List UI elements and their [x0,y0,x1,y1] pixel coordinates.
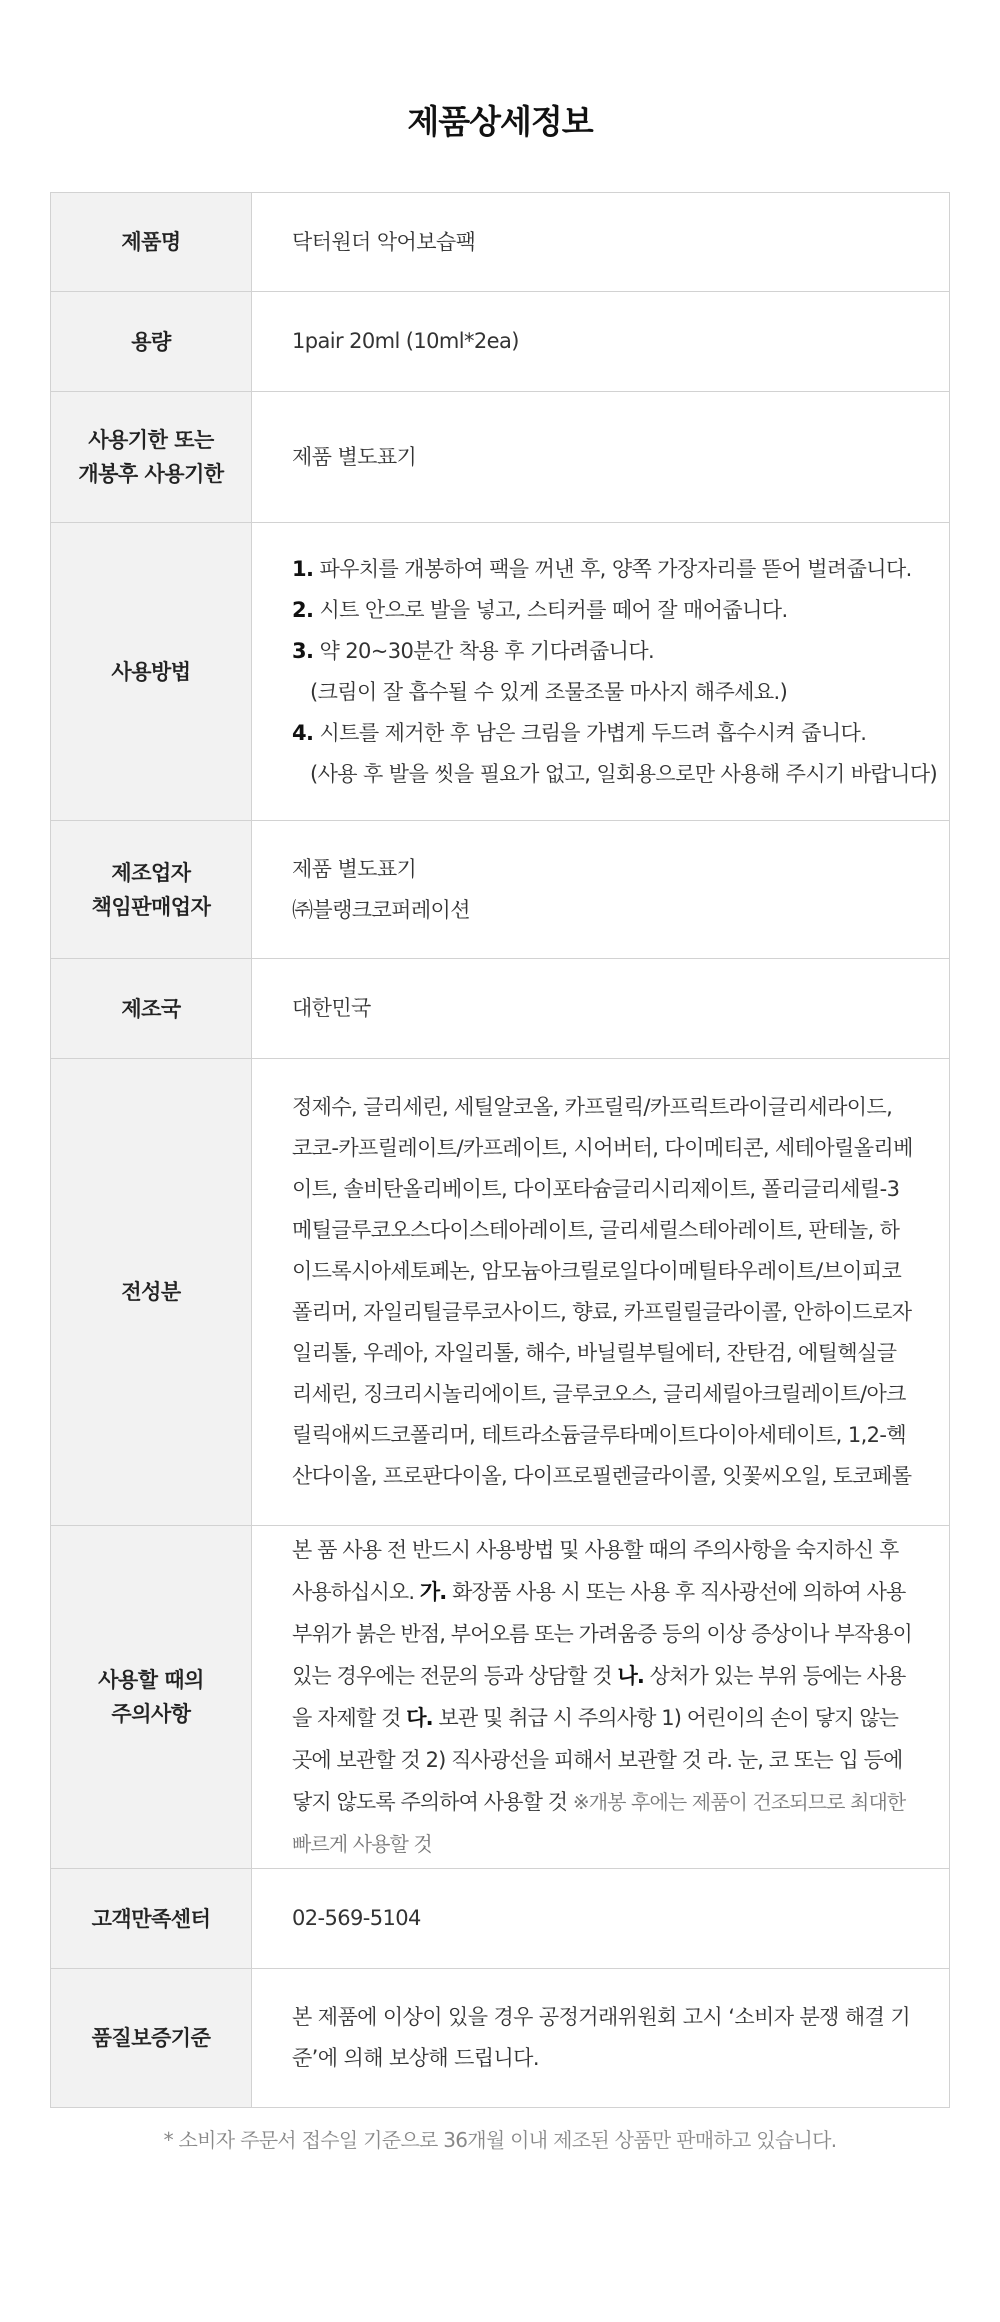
usage-step-1 [292,549,949,590]
table-row-customer-center [51,1869,950,1969]
usage-step-3-note [292,672,949,713]
value-usage [252,523,950,821]
table-row-product-name [51,193,950,292]
usage-step-3-note-text: (크림이 잘 흡수될 수 있게 조물조물 마사지 해주세요.) [310,679,788,704]
ingredients-text: 정제수, 글리세린, 세틸알코올, 카프릴릭/카프릭트라이글리세라이드, 코코-카프릴레이트/카프레이트, 시어버터, 다이메티콘, 세테아릴올리베이트, 솔비탄올리베이트, 다이포타슘글리시리제이트, 폴리글리세릴-3메틸글루코오스다이스테아레이트, 글리세릴스테아레이트, 판테놀, 하이드록시아세토페논, 암모늄아크릴로일다이메틸타우레이트/브이피코폴리머, 자일리틸글루코사이드, 향료, 카프릴릴글라이콜, 안하이드로자일리톨, 우레아, 자일리톨, 해수, 바닐릴부틸에터, 잔탄검, 에틸헥실글리세린, 징크리시놀리에이트, 글루코오스, 글리세릴아크릴레이트/아크릴릭애씨드코폴리머, 테트라소듐글루타메이트다이아세테이트, 1,2-헥산다이올, 프로판다이올, 다이프로필렌글라이콜, 잇꽃씨오일, 토코페롤 [292,1095,913,1488]
label-customer-center: 고객만족센터 [51,1869,252,1969]
table-row-quality [51,1969,950,2108]
value-manufacturer-line2: ㈜블랭크코퍼레이션 [292,897,470,922]
usage-step-1-text: 파우치를 개봉하여 팩을 꺼낸 후, 양쪽 가장자리를 뜯어 벌려줍니다. [313,556,912,581]
usage-step-4-number: 4. [292,720,314,745]
caution-mark-a: 가. [419,1580,447,1604]
value-caution [252,1526,950,1869]
label-caution-line1: 사용할 때의 [98,1668,204,1692]
usage-step-3 [292,631,949,672]
label-manufacturer-line1: 제조업자 [111,860,191,885]
usage-step-3-text: 약 20~30분간 착용 후 기다려줍니다. [313,638,655,663]
label-caution [51,1526,252,1869]
value-country: 대한민국 [252,959,950,1059]
value-expiry: 제품 별도표기 [252,392,950,523]
usage-step-4 [292,713,949,754]
label-manufacturer [51,821,252,959]
value-manufacturer-line1: 제품 별도표기 [292,856,417,881]
usage-step-4-text: 시트를 제거한 후 남은 크림을 가볍게 두드려 흡수시켜 줍니다. [313,720,867,745]
label-expiry-line2: 개봉후 사용기한 [78,462,224,486]
caution-intro: 본 품 사용 전 반드시 사용방법 및 사용할 때의 주의사항을 숙지하신 후 사용하십시오. [292,1538,899,1604]
table-row-expiry [51,392,950,523]
label-manufacturer-line2: 책임판매업자 [91,894,211,919]
caution-mark-b: 나. [617,1664,644,1688]
table-row-capacity [51,292,950,392]
table-row-usage [51,523,950,821]
label-expiry-line1: 사용기한 또는 [88,428,214,452]
value-quality [252,1969,950,2108]
caution-text-c: 보관 및 취급 시 주의사항 1) 어린이의 손이 닿지 않는 곳에 보관할 것 2) 직사광선을 피해서 보관할 것 라. 눈, 코 또는 입 등에 닿지 않도록 주의하여 사용할 것 [292,1706,903,1814]
table-row-country [51,959,950,1059]
caution-text-b: 상처가 있는 부위 등에는 사용을 자제할 것 [292,1664,906,1730]
caution-text [292,1529,949,1865]
value-product-name: 닥터원더 악어보습팩 [252,193,950,292]
label-capacity: 용량 [51,292,252,392]
label-country: 제조국 [51,959,252,1059]
value-customer-center: 02-569-5104 [252,1869,950,1969]
usage-step-1-number: 1. [292,556,314,581]
label-quality: 품질보증기준 [51,1969,252,2108]
label-product-name: 제품명 [51,193,252,292]
label-caution-line2: 주의사항 [111,1702,191,1726]
table-row-ingredients [51,1059,950,1526]
product-info-table [50,192,950,2108]
caution-text-a: 화장품 사용 시 또는 사용 후 직사광선에 의하여 사용부위가 붉은 반점, 부어오름 또는 가려움증 등의 이상 증상이나 부작용이 있는 경우에는 전문의 등과 상담할 것 [292,1580,912,1688]
value-manufacturer [252,821,950,959]
label-expiry [51,392,252,523]
label-usage: 사용방법 [51,523,252,821]
footnote: * 소비자 주문서 접수일 기준으로 36개월 이내 제조된 상품만 판매하고 있습니다. [163,2128,837,2152]
usage-step-2-number: 2. [292,597,314,622]
table-row-caution [51,1526,950,1869]
value-capacity: 1pair 20ml (10ml*2ea) [252,292,950,392]
table-row-manufacturer [51,821,950,959]
value-ingredients [252,1059,950,1526]
usage-step-2-text: 시트 안으로 발을 넣고, 스티커를 떼어 잘 매어줍니다. [313,597,788,622]
quality-text: 본 제품에 이상이 있을 경우 공정거래위원회 고시 ‘소비자 분쟁 해결 기준’에 의해 보상해 드립니다. [292,2005,911,2070]
usage-step-4-note [292,754,949,795]
usage-step-4-note-text: (사용 후 발을 씻을 필요가 없고, 일회용으로만 사용해 주시기 바랍니다) [310,761,938,786]
usage-step-2 [292,590,949,631]
page-title: 제품상세정보 [407,102,593,141]
caution-mark-c: 다. [406,1706,433,1730]
caution-note: ※개봉 후에는 제품이 건조되므로 최대한 빠르게 사용할 것 [292,1790,906,1856]
usage-step-3-number: 3. [292,638,314,663]
label-ingredients: 전성분 [51,1059,252,1526]
